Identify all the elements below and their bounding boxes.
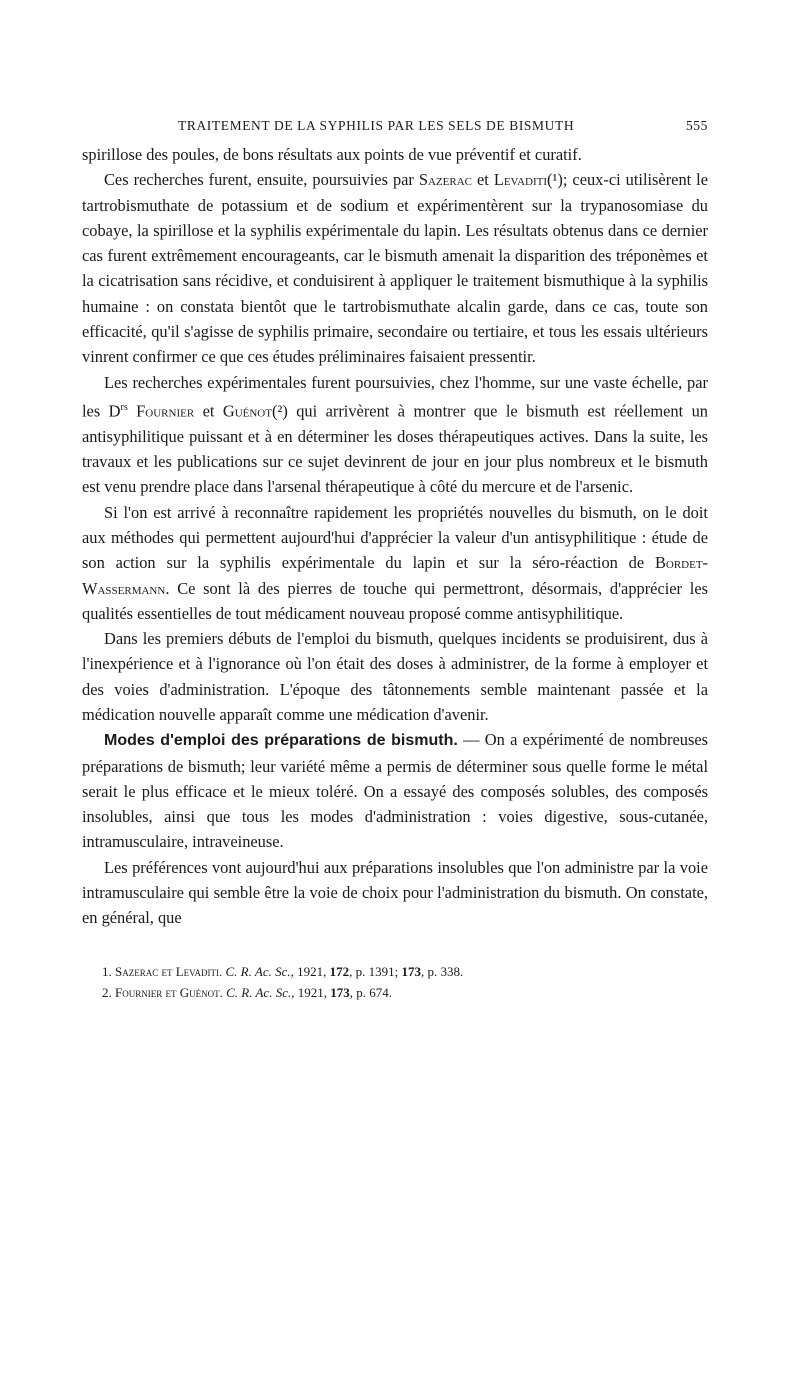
paragraph-text: [128, 401, 136, 420]
footnote-pages: , p. 674.: [349, 984, 392, 1000]
footnote-ref: (¹): [547, 170, 563, 190]
author-name: Levaditi: [493, 170, 548, 190]
paragraph: [82, 626, 708, 727]
paragraph-text: qui arrivèrent à montrer que le bismuth est réellement un antisyphilitique puissant et à en déterminer les doses thérapeutiques actives. Dans la suite, les travaux et les publications sur ce sujet devinrent de jour en jour plus nombreux et le bismuth est venu prendre place dans l'arsenal thérapeutique à côté du mercure et de l'arsenic.: [82, 401, 708, 497]
page-number: 555: [685, 118, 708, 133]
author-name: Fournier: [136, 401, 195, 421]
running-header: [82, 112, 708, 142]
footnote-year: , 1921,: [290, 963, 330, 979]
section-heading: Modes d'emploi des préparations de bismuth.: [104, 732, 458, 750]
paragraph-text: et: [472, 170, 494, 190]
paragraph-text: et: [194, 401, 223, 421]
paragraph-text: Ces recherches furent, ensuite, poursuivies par: [104, 170, 419, 190]
paragraph-text: Si l'on est arrivé à reconnaître rapidement les propriétés nouvelles du bismuth, on le doit aux méthodes qui permettent aujourd'hui d'apprécier la valeur d'un antisyphilitique : étude de son action sur la syphilis expérimentale du lapin et sur la séro-réaction de: [82, 502, 708, 573]
footnote-1: [102, 961, 708, 982]
footnote-volume: 173: [330, 984, 350, 1000]
paragraph: [82, 370, 708, 500]
footnote-journal: C. R. Ac. Sc.: [225, 963, 291, 979]
footnote-pages: , p. 1391;: [349, 963, 402, 979]
document-page: [82, 112, 708, 1003]
paragraph: [82, 167, 708, 369]
paragraph-text: spirillose des poules, de bons résultats aux points de vue préventif et curatif.: [82, 145, 582, 164]
footnote-2: [102, 982, 708, 1003]
footnote-authors: Sazerac et Levaditi.: [115, 963, 223, 979]
footnote-journal: C. R. Ac. Sc.: [226, 984, 292, 1000]
footnote-ref: (²): [271, 401, 288, 421]
footnote-number: 2.: [102, 984, 115, 1000]
author-name: Sazerac: [418, 170, 472, 190]
footnotes: [82, 961, 708, 1003]
footnote-number: 1.: [102, 963, 115, 979]
author-name: Bordet-Wassermann: [82, 553, 708, 598]
footnote-pages: , p. 338.: [420, 963, 464, 979]
footnote-authors: Fournier et Guénot.: [115, 984, 223, 1000]
paragraph: [82, 727, 708, 854]
superscript: rs: [120, 401, 128, 413]
paragraph-text: ; ceux-ci utilisèrent le tartrobismuthate de potassium et de sodium et expérimentèrent sur la trypanosomiase du cobaye, la spirillose et la syphilis expérimentale du lapin. Les résultats obtenus dans ce dernier cas furent extrêmement encourageants, car le bismuth amenait la disparition des tréponèmes et la cicatrisation sans récidive, et conduisirent à appliquer le traitement bismuthique à la syphilis humaine : on constata bientôt que le tartrobismuthate alcalin garde, dans ce cas, toute son efficacité, qu'il s'agisse de syphilis primaire, secondaire ou tertiaire, et tous les essais ultérieurs vinrent confirmer ce que ces études préliminaires faisaient pressentir.: [82, 170, 709, 367]
paragraph: [82, 855, 708, 931]
footnote-year: , 1921,: [291, 984, 331, 1000]
author-name: Guénot: [222, 401, 272, 421]
paragraph-text: Dans les premiers débuts de l'emploi du bismuth, quelques incidents se produisirent, dus à l'inexpérience et à l'ignorance où l'on était des doses à administrer, de la forme à employer et des voies d'administration. L'époque des tâtonnements semble maintenant passée et la médication nouvelle apparaît comme une médication d'avenir.: [82, 629, 708, 724]
paragraph: [82, 500, 708, 626]
paragraph-text: Les préférences vont aujourd'hui aux préparations insolubles que l'on administre par la voie intramusculaire qui semble être la voie de choix pour l'administration du bismuth. On constate, en général, que: [82, 857, 708, 928]
paragraph-text: . Ce sont là des pierres de touche qui permettront, désormais, d'apprécier les qualités essentielles de tout médicament nouveau proposé comme antisyphilitique.: [82, 578, 708, 623]
running-title: TRAITEMENT DE LA SYPHILIS PAR LES SELS DE BISMUTH: [178, 118, 575, 133]
body-text: [82, 142, 708, 931]
footnote-volume: 172: [329, 963, 350, 979]
footnote-volume: 173: [401, 963, 421, 979]
paragraph-text: — On a expérimenté de nombreuses préparations de bismuth; leur variété même a permis de déterminer sous quelle forme le métal serait le plus efficace et le mieux toléré. On a essayé des composés solubles, des composés insolubles, ainsi que tous les modes d'administration : voies digestive, sous-cutanée, intramusculaire, intraveineuse.: [82, 730, 708, 852]
paragraph-continuation: [82, 142, 708, 167]
paragraph-text: Les recherches expérimentales furent poursuivies, chez l'homme, sur une vaste échelle, par les D: [82, 372, 708, 421]
